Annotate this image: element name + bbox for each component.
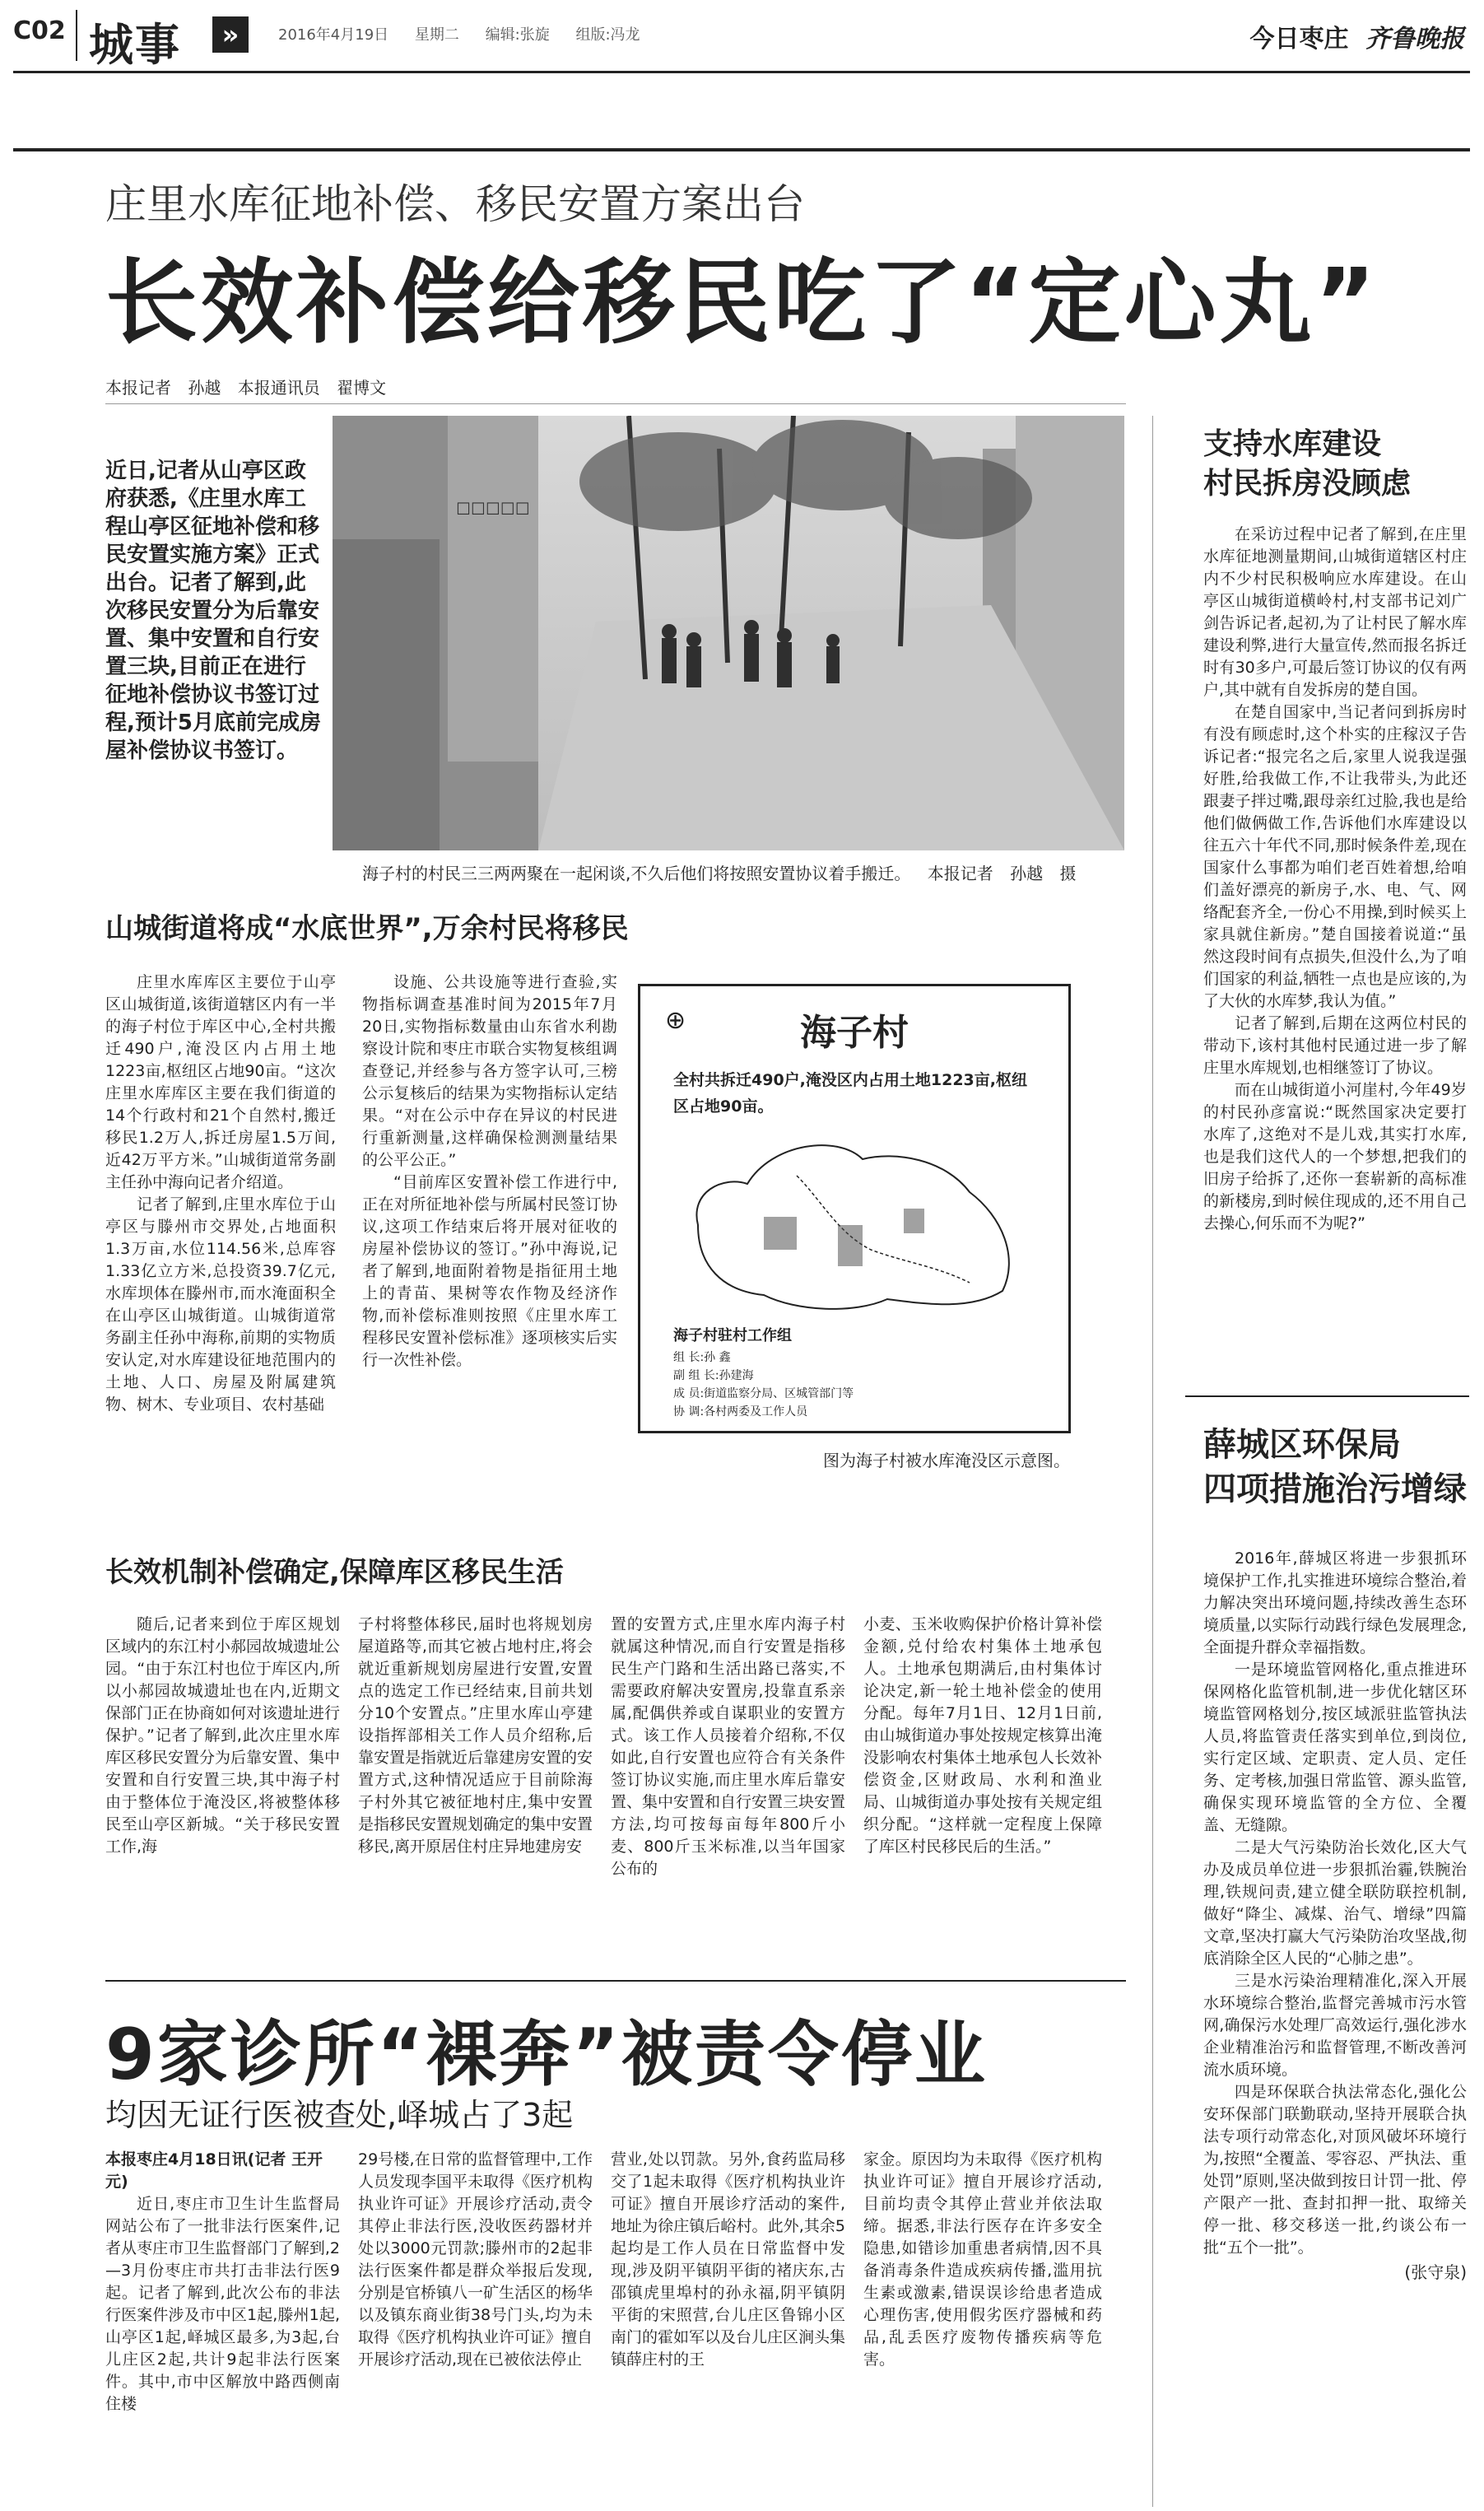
paragraph: 家金。原因均为未取得《医疗机构执业许可证》擅自开展诊疗活动,目前均责令其停止营业并依法取缔。据悉,非法行医存在许多安全隐患,如错诊加重患者病情,因不具备消毒条件造成疾病传播,滥用抗生素或激素,错误误诊给患者造成心理伤害,使用假劣医疗器械和药品,乱丢医疗废物传播疾病等危害。 (863, 2150, 1102, 2369)
column-divider (1152, 416, 1153, 2507)
paper-name (1250, 18, 1464, 54)
map-caption: 图为海子村被水库淹没区示意图。 (823, 1451, 1070, 1470)
page-code: C02 (13, 16, 66, 45)
section2-col2 (358, 1614, 593, 1959)
paragraph: 记者了解到,后期在这两位村民的带动下,该村其他村民通过进一步了解庄里水库规划,也相继签订了协议。 (1203, 1014, 1467, 1077)
paragraph: 置的安置方式,庄里水库内海子村就属这种情况,而自行安置是指移民生产门路和生活出路已落实,不需要政府解决安置房,投靠直系亲属,配偶供养或自谋职业的安置方式。该工作人员接着介绍称,不仅如此,自行安置也应符合有关条件签订协议实施,而庄里水库后靠安置、集中安置和自行安置三块安置方法,均可按每亩每年800斤小麦、800斤玉米标准,以当年国家公布的 (611, 1615, 845, 1878)
section-name: 城事 (89, 19, 181, 71)
issue-weekday: 星期二 (414, 26, 459, 44)
village-photo-image (333, 416, 1124, 850)
svg-text:☐☐☐☐☐: ☐☐☐☐☐ (456, 499, 530, 519)
side-divider (1185, 1395, 1469, 1397)
paragraph: 随后,记者来到位于库区规划区域内的东江村小郝园故城遗址公园。“由于东江村也位于库区内,所以小郝园故城遗址也在内,近期文保部门正在协商如何对该遗址进行保护。”记者了解到,此次庄里水库库区移民安置分为后靠安置、集中安置和自行安置三块,其中海子村由于整体位于淹没区,将被整体移民至山亭区新城。“关于移民安置工作,海 (105, 1615, 340, 1856)
paragraph: 营业,处以罚款。另外,食药监局移交了1起未取得《医疗机构执业许可证》擅自开展诊疗活动的案件,地址为徐庄镇后峪村。此外,其余5起均是工作人员在日常监督中发现,涉及阴平镇阴平街的褚庆东,古邵镇虎里埠村的孙永福,阴平镇阴平街的宋照营,台儿庄区鲁锦小区南门的霍如军以及台儿庄区涧头集镇薛庄村的王 (611, 2150, 845, 2369)
section2-title: 长效机制补偿确定,保障库区移民生活 (105, 1556, 564, 1589)
main-lead: 近日,记者从山亭区政府获悉,《庄里水库工程山亭区征地补偿和移民安置实施方案》正式出台。记者了解到,此次移民安置分为后靠安置、集中安置和自行安置三块,目前正在进行征地补偿协议书签订过程,预计5月底前完成房屋补偿协议书签订。 (105, 459, 321, 763)
paragraph: 2016年,薛城区将进一步狠抓环境保护工作,扎实推进环境综合整治,着力解决突出环境问题,持续改善生态环境质量,以实际行动践行绿色发展理念,全面提升群众幸福指数。 (1203, 1549, 1467, 1656)
paragraph: 小麦、玉米收购保护价格计算补偿金额,兑付给农村集体土地承包人。土地承包期满后,由村集体讨论决定,新一轮土地补偿金的使用分配。每年7月1日、12月1日前,由山城街道办事处按规定核算出淹没影响农村集体土地承包人长效补偿资金,区财政局、水利和渔业局、山城街道办事处按有关规定组织分配。“这样就一定程度上保障了库区村民移民后的生活。” (863, 1615, 1102, 1856)
caption-text: 海子村的村民三三两两聚在一起闲谈,不久后他们将按照安置协议着手搬迁。 (362, 864, 911, 883)
paragraph: “目前库区安置补偿工作进行中,正在对所征地补偿与所属村民签订协议,这项工作结束后将开展对征收的房屋补偿协议的签订。”孙中海说,记者了解到,地面附着物是指征用土地上的青苗、果树等农作物及经济作物,而补偿标准则按照《庄里水库工程移民安置补偿标准》逐项核实后实行一次性补偿。 (362, 1173, 617, 1369)
main-byline (105, 375, 398, 398)
section1-col2 (362, 971, 617, 1531)
clinic-col4 (863, 2149, 1102, 2503)
paragraph: 一是环境监管网格化,重点推进环保网格化监管机制,进一步优化辖区环境监管网格划分,按区域派驻监管执法人员,将监管责任落实到单位,到岗位,实行定区域、定职责、定人员、定任务、定考核,加强日常监管、源头监管,确保实现环境监管的全方位、全覆盖、无缝隙。 (1203, 1661, 1467, 1834)
paragraph: 29号楼,在日常的监督管理中,工作人员发现李国平未取得《医疗机构执业许可证》开展诊疗活动,责令其停止非法行医,没收医药器材并处以3000元罚款;滕州市的2起非法行医案件都是群众举报后发现,分别是官桥镇八一矿生活区的杨华以及镇东商业街38号门头,均为未取得《医疗机构执业许可证》擅自开展诊疗活动,现在已被依法停止 (358, 2150, 593, 2369)
main-headline: 长效补偿给移民吃了“定心丸” (105, 249, 1379, 356)
paragraph: 四是环保联合执法常态化,强化公安环保部门联勤联动,坚持开展联合执法专项行动常态化,对顶风破坏环境行为,按照“全覆盖、零容忍、严执法、重处罚”原则,坚决做到按日计罚一批、停产限产一批、查封扣押一批、取缔关停一批、移交移送一批,约谈公布一批“五个一批”。 (1203, 2083, 1467, 2257)
issue-date: 2016年4月19日 (278, 26, 389, 44)
village-photo (333, 416, 1124, 850)
caption-credit-name: 孙越 (1010, 864, 1044, 883)
caption-credit-suffix: 摄 (1059, 864, 1077, 883)
clinic-dateline: 本报枣庄4月18日讯(记者 王开元) (105, 2150, 323, 2191)
paper-brand: 齐鲁晚报 (1365, 25, 1464, 54)
map-outline (673, 1126, 1035, 1316)
section2-col3 (611, 1614, 845, 1959)
section1-title: 山城街道将成“水底世界”,万余村民将移民 (105, 912, 629, 945)
side1-title-line: 支持水库建设 (1203, 427, 1382, 461)
compass-icon: ⊕ (665, 1006, 686, 1035)
paragraph: 近日,枣庄市卫生计生监督局网站公布了一批非法行医案件,记者从枣庄市卫生监督部门了解到,2—3月份枣庄市共打击非法行医9起。记者了解到,此次公布的非法行医案件涉及市中区1起,滕州1起,山亭区1起,峄城区最多,为3起,台儿庄区2起,共计9起非法行医案件。其中,市中区解放中路西侧南住楼 (105, 2195, 340, 2413)
legend-line: 成 员:街道监察分局、区城管部门等 (673, 1387, 854, 1400)
side2-title (1203, 1423, 1467, 1512)
byline-role: 本报通讯员 (237, 378, 320, 398)
section1-col1 (105, 971, 336, 1531)
story-top-rule (13, 148, 1470, 151)
byline-role: 本报记者 (105, 378, 171, 398)
masthead-divider (76, 10, 77, 61)
side1-body (1203, 524, 1467, 1363)
side2-body (1203, 1548, 1467, 2495)
village-map (638, 984, 1071, 1433)
paragraph: 三是水污染治理精准化,深入开展水环境综合整治,监督完善城市污水管网,确保污水处理厂高效运行,强化涉水企业精准治污和监督管理,不断改善河流水质环境。 (1203, 1972, 1467, 2079)
clinic-col3 (611, 2149, 845, 2503)
photo-caption (362, 860, 1076, 884)
masthead-meta (278, 23, 662, 44)
section2-col1 (105, 1614, 340, 1959)
paragraph: 而在山城街道小河崖村,今年49岁的村民孙彦富说:“既然国家决定要打水库了,这绝对不是儿戏,其实打水库,也是我们这代人的一个梦想,把我们的旧房子给拆了,还你一套崭新的高标准的新楼房,到时候住现成的,还不用自己去操心,何乐而不为呢?” (1203, 1081, 1467, 1232)
paragraph: 在楚自国家中,当记者问到拆房时有没有顾虑时,这个朴实的庄稼汉子告诉记者:“报完名之后,家里人说我逞强好胜,给我做工作,不让我带头,为此还跟妻子拌过嘴,跟母亲红过脸,我也是给他们做俩做工作,告诉他们水库建设以往五六十年代不同,那时候条件差,现在国家什么事都为咱们老百姓着想,给咱们盖好漂亮的新房子,水、电、气、网络配套齐全,一份心不用操,到时候买上家具就住新房。”楚自国接着说道:“虽然这段时间有点损失,但没什么,为了咱们国家的利益,牺牲一点也是应该的,为了大伙的水库梦,我认为值。” (1203, 703, 1467, 1010)
byline-name: 翟博文 (337, 378, 387, 398)
signature: (张守泉) (1404, 2262, 1467, 2282)
byline-rule (105, 403, 1126, 404)
paragraph: 记者了解到,庄里水库位于山亭区与滕州市交界处,占地面积1.3万亩,水位114.56米,总库容1.33亿立方米,总投资39.7亿元,水库坝体在滕州市,而水淹面积全在山亭区山城街道。山城街道常务副主任孙中海称,前期的实物质安认定,对水库建设征地范围内的土地、人口、房屋及附属建筑物、树木、专业项目、农村基础 (105, 1195, 336, 1414)
byline-name: 孙越 (188, 378, 221, 398)
clinic-headline: 9家诊所“裸奔”被责令停业 (105, 2014, 988, 2096)
paragraph: 庄里水库库区主要位于山亭区山城街道,该街道辖区内有一半的海子村位于库区中心,全村共搬迁490户,淹没区内占用土地1223亩,枢纽区占地90亩。“这次庄里水库库区主要在我们街道的14个行政村和21个自然村,搬迁移民1.2万人,拆迁房屋1.5万间,近42万平方米。”山城街道常务副主任孙中海向记者介绍道。 (105, 973, 336, 1191)
clinic-rule (105, 1980, 1126, 1982)
map-title: 海子村 (800, 1012, 909, 1054)
caption-credit-role: 本报记者 (927, 864, 993, 883)
clinic-subhead: 均因无证行医被查处,峄城占了3起 (105, 2097, 574, 2133)
paper-title: 今日枣庄 (1249, 25, 1349, 54)
side2-title-line: 四项措施治污增绿 (1203, 1470, 1467, 1508)
clinic-col2 (358, 2149, 593, 2503)
side1-title (1203, 425, 1467, 504)
paragraph: 设施、公共设施等进行查验,实物指标调查基准时间为2015年7月20日,实物指标数量由山东省水利勘察设计院和枣庄市联合实物复核组调查登记,并经参与各方签字认可,三榜公示复核后的结果为实物指标认定结果。“对在公示中存在异议的村民进行重新测量,这样确保检测测量结果的公平公正。” (362, 973, 617, 1169)
paragraph: 子村将整体移民,届时也将规划房屋道路等,而其它被占地村庄,将会就近重新规划房屋进行安置,安置点的选定工作已经结束,目前共划分10个安置点。”庄里水库山亭建设指挥部相关工作人员介绍称,后靠安置是指就近后靠建房安置的安置方式,这种情况适应于目前除海子村外其它被征地村庄,集中安置是指移民安置规划确定的集中安置移民,离开原居住村庄异地建房安 (358, 1615, 593, 1856)
side2-title-line: 薛城区环保局 (1203, 1426, 1401, 1464)
legend-line: 组 长:孙 鑫 (673, 1351, 731, 1364)
section-arrow-icon: » (212, 16, 249, 53)
side1-title-line: 村民拆房没顾虑 (1203, 467, 1412, 501)
map-legend (673, 1349, 854, 1421)
editor-credit: 编辑:张旋 (485, 26, 550, 44)
paragraph: 在采访过程中记者了解到,在庄里水库征地测量期间,山城街道辖区村庄内不少村民积极响应水库建设。在山亭区山城街道横岭村,村支部书记刘广剑告诉记者,起初,为了让村民了解水库建设利弊,进行大量宣传,然而报名拆迁时有30多户,可最后签订协议的仅有两户,其中就有自发拆房的楚自国。 (1203, 525, 1467, 699)
main-kicker: 庄里水库征地补偿、移民安置方案出台 (105, 180, 805, 228)
section2-col4 (863, 1614, 1102, 1959)
masthead-rule (13, 71, 1470, 73)
layout-credit: 组版:冯龙 (575, 26, 640, 44)
legend-line: 协 调:各村两委及工作人员 (673, 1405, 808, 1419)
legend-line: 副 组 长:孙建海 (673, 1369, 754, 1382)
map-stats: 全村共拆迁490户,淹没区内占用土地1223亩,枢纽区占地90亩。 (673, 1071, 1027, 1116)
paragraph: 二是大气污染防治长效化,区大气办及成员单位进一步狠抓治霾,铁腕治理,铁规问责,建立健全联防联控机制,做好“降尘、减煤、治气、增绿”四篇文章,坚决打赢大气污染防治攻坚战,彻底消除全区人民的“心肺之患”。 (1203, 1838, 1467, 1968)
map-group-title: 海子村驻村工作组 (673, 1327, 792, 1344)
clinic-col1 (105, 2149, 340, 2503)
